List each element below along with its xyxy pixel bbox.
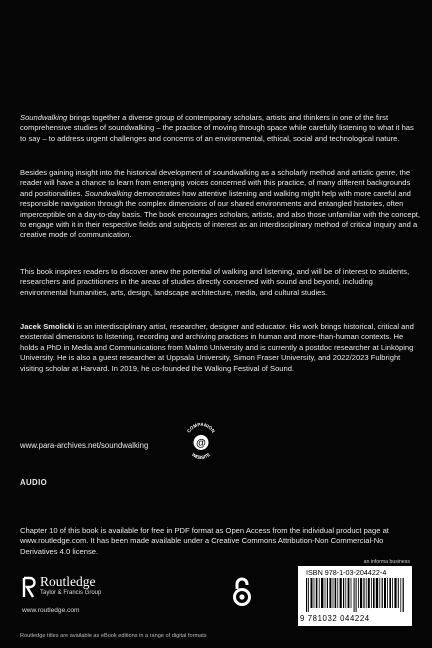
blurb-paragraph-3: This book inspires readers to discover anew the potential of walking and listening, and will be of interest to students, researchers and practitioners in the areas of studies directly concerned with sound and beyond, including environmental humanities, arts, design, landscape architecture, media, and cultural studies. bbox=[20, 267, 410, 297]
author-name: Jacek Smolicki bbox=[20, 322, 75, 331]
svg-text:@: @ bbox=[196, 438, 206, 449]
book-title-italic: Soundwalking bbox=[20, 113, 68, 122]
barcode-digits: 9 781032 044224 bbox=[300, 614, 370, 623]
barcode bbox=[298, 559, 412, 626]
subject-category: AUDIO bbox=[20, 478, 48, 487]
open-access-icon bbox=[232, 576, 252, 608]
blurb-paragraph-2 bbox=[20, 168, 420, 241]
badge-top-text: COMPANION bbox=[186, 421, 216, 434]
publisher-url[interactable]: www.routledge.com bbox=[22, 607, 80, 614]
blurb-paragraph-2-text-b: demonstrates how attentive listening and walking might help with more careful and responsible navigation through the complex dimensions of our shared environments and entangled histories, often imperceptible on a day-to-day basis. The book encourages scholars, artists, and also those unfamiliar with the concept, to engage with it in their respective fields and subjects of interest as an interdisciplinary method of critical inquiry and a creative mode of communication. bbox=[20, 188, 421, 240]
companion-website-url[interactable]: www.para-archives.net/soundwalking bbox=[20, 441, 149, 450]
open-access-notice: Chapter 10 of this book is available for free in PDF format as Open Access from the individual product page at www.routledge.com. It has been made available under a Creative Commons Attribution-Non Commercial-No Derivatives 4.0 license. bbox=[20, 526, 389, 556]
blurb-paragraph-1 bbox=[20, 113, 420, 144]
routledge-logo[interactable] bbox=[22, 574, 112, 624]
publisher-name: Routledge bbox=[40, 574, 96, 589]
publisher-subtitle: Taylor & Francis Group bbox=[40, 590, 102, 596]
routledge-logo-icon bbox=[22, 576, 36, 598]
blurb-paragraph-2-text-a: Besides gaining insight into the historical development of soundwalking as a scholarly method and artistic genre, the reader will have a chance to learn from emerging voices concerned with this practice, of many different backgrounds and positionalities. bbox=[20, 168, 411, 198]
book-title-italic: Soundwalking bbox=[84, 188, 132, 198]
publisher-tagline: an informa business bbox=[363, 559, 410, 565]
barcode-icon bbox=[306, 578, 406, 612]
author-bio bbox=[20, 322, 420, 374]
blurb-paragraph-1-text: brings together a diverse group of contemporary scholars, artists and thinkers in one of the first comprehensive studies of soundwalking – the practice of moving through space while carefully listening to what it has to say – to address urgent challenges and concerns of an environmental, ethical, social and technological nature. bbox=[20, 113, 414, 143]
isbn-label: ISBN 978-1-03-204422-4 bbox=[306, 568, 387, 577]
companion-website-badge-icon bbox=[183, 420, 219, 466]
ebook-availability-note: Routledge titles are available as eBook editions in a range of digital formats bbox=[20, 633, 207, 639]
author-bio-text: is an interdisciplinary artist, researcher, designer and educator. His work brings historical, critical and existential dimensions to listening, recording and archiving practices in human and more-than-human contexts. He holds a PhD in Media and Communications from Malmö University and is currently a postdoc researcher at Linköping University. He is also a guest researcher at Uppsala University, Simon Fraser University, and 2022/2023 Fulbright visiting scholar at Harvard. In 2019, he co-founded the Walking Festival of Sound. bbox=[20, 322, 414, 373]
badge-bottom-text: WEBSITE bbox=[190, 451, 212, 461]
